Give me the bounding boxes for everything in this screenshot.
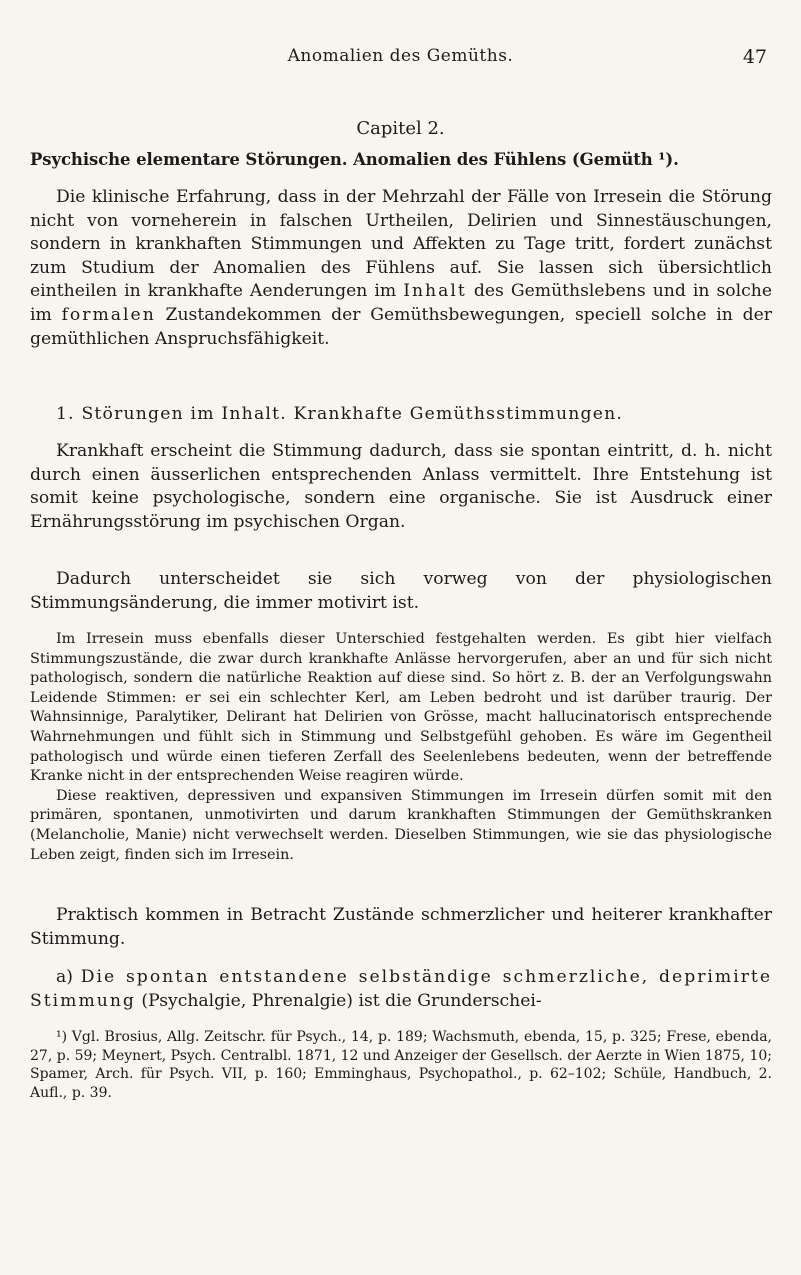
- running-head: [30, 46, 771, 72]
- chapter-heading: Capitel 2.: [356, 118, 445, 139]
- intro-text-end: Zustandekommen der Gemüthsbewegungen, speciell solche in der gemüthlichen Anspruchsfähigkeit.: [30, 304, 773, 349]
- section-a-label: a): [56, 967, 73, 987]
- section-a-emphasis: Die spontan entstandene selbständige schmerzliche, deprimirte Stimmung: [30, 967, 772, 1011]
- dadurch-text: Dadurch unterscheidet sie sich vorweg von der physiologischen Stimmungsänderung, die immer motivirt ist.: [30, 569, 772, 613]
- small-print-paragraph-2: Diese reaktiven, depressiven und expansiven Stimmungen im Irresein dürfen somit mit den primären, spontanen, unmotivirten und darum krankhaften Stimmungen der Gemüthskranken (Melancholie, Manie) nicht verwechselt werden. Dieselben Stimmungen, wie sie das physiologische Leben zeigt, finden sich im Irresein.: [30, 787, 772, 863]
- intro-paragraph: [30, 186, 772, 351]
- section-a-paragraph: [30, 966, 772, 1013]
- section-heading-1: 1. Störungen im Inhalt. Krankhafte Gemüthsstimmungen.: [56, 404, 624, 424]
- page-number: 47: [742, 46, 767, 68]
- krankhaft-paragraph: [30, 440, 772, 534]
- praktisch-text: Praktisch kommen in Betracht Zustände schmerzlicher und heiterer krankhafter Stimmung.: [30, 905, 772, 949]
- small-print-block: [30, 630, 772, 865]
- footnote-text: ¹) Vgl. Brosius, Allg. Zeitschr. für Psych., 14, p. 189; Wachsmuth, ebenda, 15, p. 325; Frese, ebenda, 27, p. 59; Meynert, Psych. Centralbl. 1871, 12 und Anzeiger der Gesellsch. der Aerzte in Wien 1875, 10; Spamer, Arch. für Psych. VII, p. 160; Emminghaus, Psychopathol., p. 62–102; Schüle, Handbuch, 2. Aufl., p. 39.: [30, 1029, 772, 1101]
- footnote: [30, 1028, 772, 1102]
- dadurch-paragraph: [30, 568, 772, 615]
- krankhaft-text: Krankhaft erscheint die Stimmung dadurch, dass sie spontan eintritt, d. h. nicht durch einen äusserlichen entsprechenden Anlass vermittelt. Ihre Entstehung ist somit keine psychologische, sondern eine organische. Sie ist Ausdruck einer Ernährungsstörung im psychischen Organ.: [30, 441, 772, 532]
- section-a-text: (Psychalgie, Phrenalgie) ist die Grunderschei-: [141, 990, 542, 1011]
- emphasis-inhalt: Inhalt: [403, 281, 467, 302]
- intro-text-mid: des Gemüthslebens und in solche im: [30, 281, 773, 325]
- running-title: Anomalien des Gemüths.: [287, 46, 514, 66]
- small-print-paragraph-1: Im Irresein muss ebenfalls dieser Unterschied festgehalten werden. Es gibt hier vielfach Stimmungszustände, die zwar durch krankhafte Anlässe hervorgerufen, aber an und für sich nicht pathologisch, sondern die natürliche Reaktion auf diese sind. So hört z. B. der an Verfolgungswahn Leidende Stimmen: er sei ein schlechter Kerl, am Leben bedroht und ist darüber traurig. Der Wahnsinnige, Paralytiker, Delirant hat Delirien von Grösse, macht hallucinatorisch entsprechende Wahrnehmungen und fühlt sich in Stimmung und Selbstgefühl gehoben. Es wäre im Gegentheil pathologisch und würde einen tieferen Zerfall des Seelenlebens bedeuten, wenn der betreffende Kranke nicht in der entsprechenden Weise reagiren würde.: [30, 631, 772, 785]
- chapter-subtitle: Psychische elementare Störungen. Anomalien des Fühlens (Gemüth ¹).: [30, 150, 679, 169]
- praktisch-paragraph: [30, 904, 772, 951]
- emphasis-formalen: formalen: [61, 304, 156, 325]
- intro-text: Die klinische Erfahrung, dass in der Mehrzahl der Fälle von Irresein die Störung nicht von vorneherein in falschen Urtheilen, Delirien und Sinnestäuschungen, sondern in krankhaften Stimmungen und Affekten zu Tage tritt, fordert zunächst zum Studium der Anomalien des Fühlens auf. Sie lassen sich übersichtlich eintheilen in krankhafte Aenderungen im: [30, 187, 772, 302]
